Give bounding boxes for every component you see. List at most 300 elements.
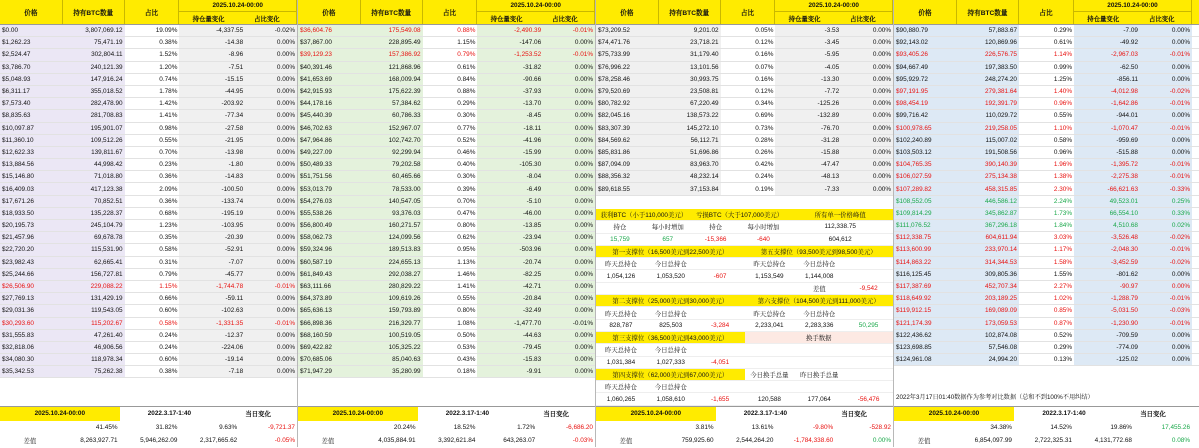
holding-cell: 23,718.21: [659, 37, 721, 48]
price-cell: $69,422.82: [298, 342, 361, 353]
price-cell: $46,702.63: [298, 123, 361, 134]
position-change-cell: -77.34: [179, 110, 245, 121]
ratio-change-cell: -0.01%: [1140, 159, 1192, 170]
ratio-change-cell: 0.00%: [245, 244, 297, 255]
ratio-change-cell: 0.00%: [245, 135, 297, 146]
table-row: [298, 232, 595, 244]
holding-cell: 275,134.38: [957, 171, 1019, 182]
holding-cell: 46,906.56: [63, 342, 125, 353]
holding-cell: 248,274.20: [957, 74, 1019, 85]
ratio-cell: 3.03%: [1053, 234, 1072, 242]
position-change-cell: -90.66: [477, 74, 543, 85]
holding-cell: 13,101.56: [659, 62, 721, 73]
ratio-cell: 1.40%: [1053, 88, 1072, 96]
panel-cell: 换手数据: [745, 332, 894, 343]
footer-title-row: [298, 407, 595, 421]
price-cell: $31,555.83: [0, 330, 63, 341]
ratio-cell: 1.73%: [1053, 209, 1072, 217]
position-change-cell: -12.37: [179, 330, 245, 341]
ratio-cell: 0.99%: [1053, 63, 1072, 71]
block-footer: [596, 406, 893, 448]
price-cell: $106,027.59: [894, 171, 957, 182]
position-change-cell: -9.91: [477, 366, 543, 377]
table-row: [596, 25, 893, 37]
table-header: [596, 0, 893, 25]
ratio-change-cell: -0.01%: [245, 318, 297, 329]
header-change-group: [477, 0, 595, 24]
ratio-cell: 2.30%: [1053, 185, 1072, 193]
ratio-change-cell: 0.00%: [245, 86, 297, 97]
position-change-cell: -90.97: [1074, 281, 1140, 292]
holding-cell: 92,299.94: [361, 147, 423, 158]
position-change-cell: -62.50: [1074, 62, 1140, 73]
position-change-cell: -1,070.47: [1074, 123, 1140, 134]
price-cell: $29,031.36: [0, 305, 63, 316]
price-cell: $78,258.46: [596, 74, 659, 85]
position-change-cell: -41.96: [477, 135, 543, 146]
holding-cell: 245,104.79: [63, 220, 125, 231]
footer-value: [596, 421, 656, 435]
position-change-cell: -503.96: [477, 244, 543, 255]
position-change-cell: -32.49: [477, 305, 543, 316]
table-row: [0, 208, 297, 220]
ratio-cell: 0.70%: [159, 148, 178, 156]
price-cell: $102,240.89: [894, 135, 957, 146]
holding-cell: 24,994.20: [957, 354, 1019, 365]
position-change-cell: -2,275.38: [1074, 171, 1140, 182]
holding-cell: 233,970.14: [957, 244, 1019, 255]
holding-cell: 131,429.19: [63, 293, 125, 304]
ratio-cell: 1.42%: [159, 100, 178, 108]
panel-value-row: [596, 357, 893, 369]
ratio-change-cell: 0.00%: [1140, 147, 1192, 158]
ratio-change-cell: -0.01%: [1140, 171, 1192, 182]
table-row: [0, 196, 297, 208]
table-row: [894, 257, 1199, 269]
holding-cell: 35,280.99: [361, 366, 423, 377]
table-header: [298, 0, 595, 25]
holding-cell: 195,901.07: [63, 123, 125, 134]
holding-cell: 279,381.64: [957, 86, 1019, 97]
table-row: [298, 318, 595, 330]
price-cell: $22,720.20: [0, 244, 63, 255]
ratio-change-cell: 0.00%: [543, 366, 595, 377]
ratio-change-cell: 0.00%: [1140, 74, 1192, 85]
ratio-cell: 0.55%: [1053, 112, 1072, 120]
position-change-cell: -1,253.52: [477, 49, 543, 60]
panel-cell: 177,064: [807, 395, 831, 403]
ratio-cell: 0.28%: [755, 136, 774, 144]
position-change-cell: -7.51: [179, 62, 245, 73]
ratio-cell: 1.13%: [457, 258, 476, 266]
table-row: [596, 62, 893, 74]
price-cell: $17,671.26: [0, 196, 63, 207]
price-cell: $68,160.59: [298, 330, 361, 341]
price-cell: $34,080.30: [0, 354, 63, 365]
ratio-change-cell: 0.00%: [245, 49, 297, 60]
ratio-cell: 0.43%: [457, 356, 476, 364]
ratio-change-cell: 0.00%: [1140, 269, 1192, 280]
ratio-change-cell: 0.00%: [543, 159, 595, 170]
position-change-cell: -1,744.78: [179, 281, 245, 292]
holding-cell: 47,261.40: [63, 330, 125, 341]
ratio-change-cell: 0.00%: [841, 98, 893, 109]
price-cell: $93,405.26: [894, 49, 957, 60]
footer-value: 差值: [619, 438, 633, 446]
price-cell: $103,503.12: [894, 147, 957, 158]
panel-cell: 2,233,041: [755, 321, 784, 329]
table-row: [0, 171, 297, 183]
price-cell: $118,649.92: [894, 293, 957, 304]
table-row: [0, 232, 297, 244]
table-row: [298, 147, 595, 159]
position-change-cell: -48.13: [775, 171, 841, 182]
ratio-cell: 0.85%: [1053, 307, 1072, 315]
ratio-change-cell: -0.01%: [1140, 293, 1192, 304]
panel-cell: 112,338.75: [824, 223, 856, 231]
ratio-change-cell: 0.00%: [543, 342, 595, 353]
price-cell: $104,765.35: [894, 159, 957, 170]
holding-cell: 446,586.12: [957, 196, 1019, 207]
position-change-cell: -59.11: [179, 293, 245, 304]
ratio-change-cell: -0.01%: [543, 318, 595, 329]
ratio-change-cell: 0.00%: [543, 269, 595, 280]
ratio-cell: 0.80%: [457, 307, 476, 315]
ratio-change-cell: 0.00%: [1140, 135, 1192, 146]
price-cell: $47,964.86: [298, 135, 361, 146]
panel-cell: 今日总持仓: [654, 261, 687, 269]
footer-value: 2,544,264.20: [736, 437, 774, 445]
panel-cell: 亏损BTC（大于107,000美元）: [692, 209, 788, 220]
price-cell: $11,360.10: [0, 135, 63, 146]
footer-value: 4,131,772.68: [1094, 437, 1132, 445]
ratio-cell: 0.55%: [457, 295, 476, 303]
holding-cell: 216,329.77: [361, 318, 423, 329]
price-cell: $80,782.92: [596, 98, 659, 109]
ratio-cell: 1.15%: [457, 39, 476, 47]
holding-cell: 452,707.34: [957, 281, 1019, 292]
price-cell: $79,520.69: [596, 86, 659, 97]
price-cell: $122,436.62: [894, 330, 957, 341]
position-change-cell: -20.74: [477, 257, 543, 268]
price-cell: $42,915.93: [298, 86, 361, 97]
panel-cell: [696, 344, 745, 355]
table-row: [596, 110, 893, 122]
price-cell: $37,867.00: [298, 37, 361, 48]
panel-cell: -1,655: [711, 395, 730, 403]
position-change-cell: -7.07: [179, 257, 245, 268]
panel-cell: 第二支撑位（25,000美元到30,000美元）: [596, 295, 745, 306]
table-row: [298, 196, 595, 208]
footer-label: 2022.3.17-1:40: [445, 410, 490, 418]
holding-cell: 44,998.42: [63, 159, 125, 170]
footer-label: 2025.10.24-00:00: [596, 407, 716, 421]
ratio-change-cell: 0.00%: [543, 257, 595, 268]
position-change-cell: -7.18: [179, 366, 245, 377]
ratio-cell: 1.02%: [1053, 295, 1072, 303]
panel-cell: 持仓: [709, 224, 722, 232]
ratio-cell: 0.62%: [457, 234, 476, 242]
position-change-cell: -801.62: [1074, 269, 1140, 280]
table-row: [894, 110, 1199, 122]
price-cell: $114,863.22: [894, 257, 957, 268]
table-row: [894, 159, 1199, 171]
price-cell: $117,387.69: [894, 281, 957, 292]
panel-cell: 昨天总持仓: [604, 261, 637, 269]
table-block-3: [596, 0, 894, 447]
table-row: [298, 171, 595, 183]
table-row: [894, 293, 1199, 305]
table-row: [894, 354, 1199, 366]
holding-cell: 147,916.24: [63, 74, 125, 85]
table-row: [0, 305, 297, 317]
price-cell: $123,698.85: [894, 342, 957, 353]
ratio-change-cell: 0.00%: [841, 135, 893, 146]
table-row: [596, 37, 893, 49]
position-change-cell: -132.89: [775, 110, 841, 121]
footer-diff-row: [298, 434, 595, 448]
table-row: [894, 183, 1199, 195]
panel-support-row: [596, 369, 893, 381]
header-change-group: [179, 0, 297, 24]
ratio-change-cell: 0.00%: [543, 196, 595, 207]
panel-cell: -56,476: [857, 395, 880, 403]
ratio-change-cell: 0.00%: [245, 98, 297, 109]
holding-cell: 156,727.81: [63, 269, 125, 280]
ratio-cell: 0.07%: [755, 63, 774, 71]
price-cell: $59,324.96: [298, 244, 361, 255]
table-row: [298, 98, 595, 110]
footer-value: 9.63%: [219, 423, 238, 431]
holding-cell: 83,963.70: [659, 159, 721, 170]
footer-title-row: [0, 407, 297, 421]
holding-cell: 160,271.57: [361, 220, 423, 231]
table-row: [0, 257, 297, 269]
holding-cell: 102,742.70: [361, 135, 423, 146]
table-row: [0, 220, 297, 232]
holding-cell: 67,220.49: [659, 98, 721, 109]
ratio-change-cell: 0.00%: [841, 183, 893, 194]
table-row: [298, 244, 595, 256]
ratio-change-cell: 0.00%: [1140, 330, 1192, 341]
panel-value-row: [596, 270, 893, 282]
table-row: [894, 25, 1199, 37]
price-cell: $116,125.45: [894, 269, 957, 280]
footer-value: 1.72%: [517, 423, 536, 431]
ratio-cell: 0.36%: [159, 173, 178, 181]
position-change-cell: -100.50: [179, 183, 245, 194]
ratio-cell: 0.60%: [159, 307, 178, 315]
footer-value: 4,035,884.91: [378, 437, 416, 445]
position-change-cell: -944.01: [1074, 110, 1140, 121]
position-change-cell: -5.95: [775, 49, 841, 60]
ratio-change-cell: 0.00%: [245, 257, 297, 268]
table-row: [894, 232, 1199, 244]
holding-cell: 121,868.96: [361, 62, 423, 73]
footer-percent-row: [298, 421, 595, 435]
ratio-cell: 19.09%: [155, 27, 178, 35]
ratio-change-cell: 0.00%: [245, 342, 297, 353]
ratio-cell: 0.29%: [1053, 343, 1072, 351]
holding-cell: 85,040.63: [361, 354, 423, 365]
holding-cell: 168,009.94: [361, 74, 423, 85]
position-change-cell: -2,490.39: [477, 25, 543, 36]
block-footer: [0, 406, 297, 448]
ratio-cell: 0.96%: [1053, 100, 1072, 108]
header-date: 2025.10.24-00:00: [1074, 0, 1191, 12]
position-change-cell: -7.09: [1074, 25, 1140, 36]
position-change-cell: -15.88: [775, 147, 841, 158]
holding-cell: 102,874.08: [957, 330, 1019, 341]
ratio-change-cell: 0.00%: [245, 196, 297, 207]
ratio-cell: 0.05%: [755, 27, 774, 35]
header-ratio: 占比: [1019, 0, 1074, 24]
position-change-cell: -76.70: [775, 123, 841, 134]
table-row: [894, 62, 1199, 74]
panel-header-row: [596, 344, 893, 356]
position-change-cell: -2,967.03: [1074, 49, 1140, 60]
position-change-cell: -18.11: [477, 123, 543, 134]
price-cell: $111,076.52: [894, 220, 957, 231]
ratio-change-cell: 0.00%: [245, 171, 297, 182]
ratio-change-cell: 0.00%: [543, 123, 595, 134]
table-row: [298, 25, 595, 37]
price-cell: $16,409.03: [0, 183, 63, 194]
price-cell: $60,587.19: [298, 257, 361, 268]
table-row: [0, 110, 297, 122]
panel-cell: 今日总持仓: [654, 347, 687, 355]
panel-cell: 昨天总持仓: [604, 384, 637, 392]
price-cell: $18,933.50: [0, 208, 63, 219]
holding-cell: 282,478.90: [63, 98, 125, 109]
holding-cell: 75,262.38: [63, 366, 125, 377]
panel-cell: 今日总持仓: [803, 310, 836, 318]
price-cell: $108,552.05: [894, 196, 957, 207]
ratio-change-cell: 0.25%: [1140, 196, 1192, 207]
ratio-change-cell: 0.00%: [543, 354, 595, 365]
ratio-cell: 0.58%: [1053, 136, 1072, 144]
price-cell: $124,961.08: [894, 354, 957, 365]
header-price: 价格: [298, 0, 361, 24]
holding-cell: 224,655.13: [361, 257, 423, 268]
ratio-change-cell: -0.01%: [1140, 49, 1192, 60]
ratio-cell: 0.23%: [159, 161, 178, 169]
table-row: [596, 86, 893, 98]
footer-label: 当日变化: [1140, 411, 1166, 419]
position-change-cell: -8.96: [179, 49, 245, 60]
table-row: [298, 62, 595, 74]
ratio-cell: 0.19%: [755, 185, 774, 193]
ratio-cell: 0.30%: [457, 173, 476, 181]
ratio-change-cell: -0.02%: [1140, 257, 1192, 268]
footer-value: 18.52%: [453, 423, 476, 431]
holding-cell: 281,708.83: [63, 110, 125, 121]
ratio-cell: 0.68%: [159, 209, 178, 217]
price-cell: $109,814.29: [894, 208, 957, 219]
panel-cell: 1,144,008: [805, 272, 834, 280]
table-row: [596, 171, 893, 183]
ratio-change-cell: 0.00%: [543, 232, 595, 243]
position-change-cell: -3.45: [775, 37, 841, 48]
price-cell: $71,947.29: [298, 366, 361, 377]
ratio-cell: 1.17%: [1053, 246, 1072, 254]
position-change-cell: -31.28: [775, 135, 841, 146]
ratio-change-cell: 0.00%: [841, 159, 893, 170]
ratio-change-cell: 0.02%: [1140, 220, 1192, 231]
holding-cell: 124,099.56: [361, 232, 423, 243]
holding-cell: 69,678.78: [63, 232, 125, 243]
price-cell: $58,062.73: [298, 232, 361, 243]
position-change-cell: -15.15: [179, 74, 245, 85]
header-sub: [179, 12, 296, 24]
position-change-cell: -3,452.59: [1074, 257, 1140, 268]
panel-cell: 今日总持仓: [654, 384, 687, 392]
holding-cell: 604,611.94: [957, 232, 1019, 243]
ratio-cell: 0.29%: [457, 100, 476, 108]
panel-cell: 120,588: [757, 395, 781, 403]
price-cell: $75,733.99: [596, 49, 659, 60]
position-change-cell: -20.84: [477, 293, 543, 304]
position-change-cell: -44.63: [477, 330, 543, 341]
table-row: [894, 269, 1199, 281]
table-row: [0, 318, 297, 330]
position-change-cell: -79.45: [477, 342, 543, 353]
panel-cell: [844, 369, 893, 380]
position-change-cell: -3,526.48: [1074, 232, 1140, 243]
ratio-cell: 0.58%: [159, 319, 178, 327]
panel-cell: [696, 307, 745, 318]
ratio-change-cell: 0.00%: [245, 74, 297, 85]
block-footer: [894, 406, 1199, 448]
price-cell: $2,524.47: [0, 49, 63, 60]
panel-cell: [844, 307, 893, 318]
table-row: [0, 293, 297, 305]
panel-cell: 昨天总持仓: [604, 310, 637, 318]
position-change-cell: -14.38: [179, 37, 245, 48]
ratio-change-cell: 0.00%: [543, 208, 595, 219]
header-holding: 持有BTC数量: [957, 0, 1019, 24]
ratio-change-cell: 0.00%: [543, 135, 595, 146]
ratio-cell: 0.88%: [457, 88, 476, 96]
table-block-1: [0, 0, 298, 447]
position-change-cell: -856.11: [1074, 74, 1140, 85]
table-row: [894, 318, 1199, 330]
header-ratio-change: 占比变化: [850, 15, 876, 23]
panel-cell: 差值: [812, 285, 826, 293]
footer-diff-row: [894, 434, 1199, 448]
ratio-cell: 0.84%: [457, 75, 476, 83]
table-header: [0, 0, 297, 25]
price-cell: $98,454.19: [894, 98, 957, 109]
holding-cell: 226,576.75: [957, 49, 1019, 60]
ratio-change-cell: 0.00%: [543, 98, 595, 109]
price-cell: $88,356.32: [596, 171, 659, 182]
position-change-cell: -47.47: [775, 159, 841, 170]
footer-value: -0.05%: [274, 437, 295, 445]
panel-cell: 15,759: [610, 235, 630, 243]
holding-cell: 57,546.08: [957, 342, 1019, 353]
position-change-cell: -7.33: [775, 183, 841, 194]
panel-cell: 昨天总持仓: [753, 261, 786, 269]
panel-cell: 657: [662, 235, 674, 243]
ratio-cell: 1.10%: [1053, 124, 1072, 132]
ratio-change-cell: 0.00%: [543, 330, 595, 341]
holding-cell: 57,883.67: [957, 25, 1019, 36]
price-cell: $36,604.76: [298, 25, 361, 36]
table-row: [298, 37, 595, 49]
position-change-cell: -4,012.98: [1074, 86, 1140, 97]
position-change-cell: -13.85: [477, 220, 543, 231]
